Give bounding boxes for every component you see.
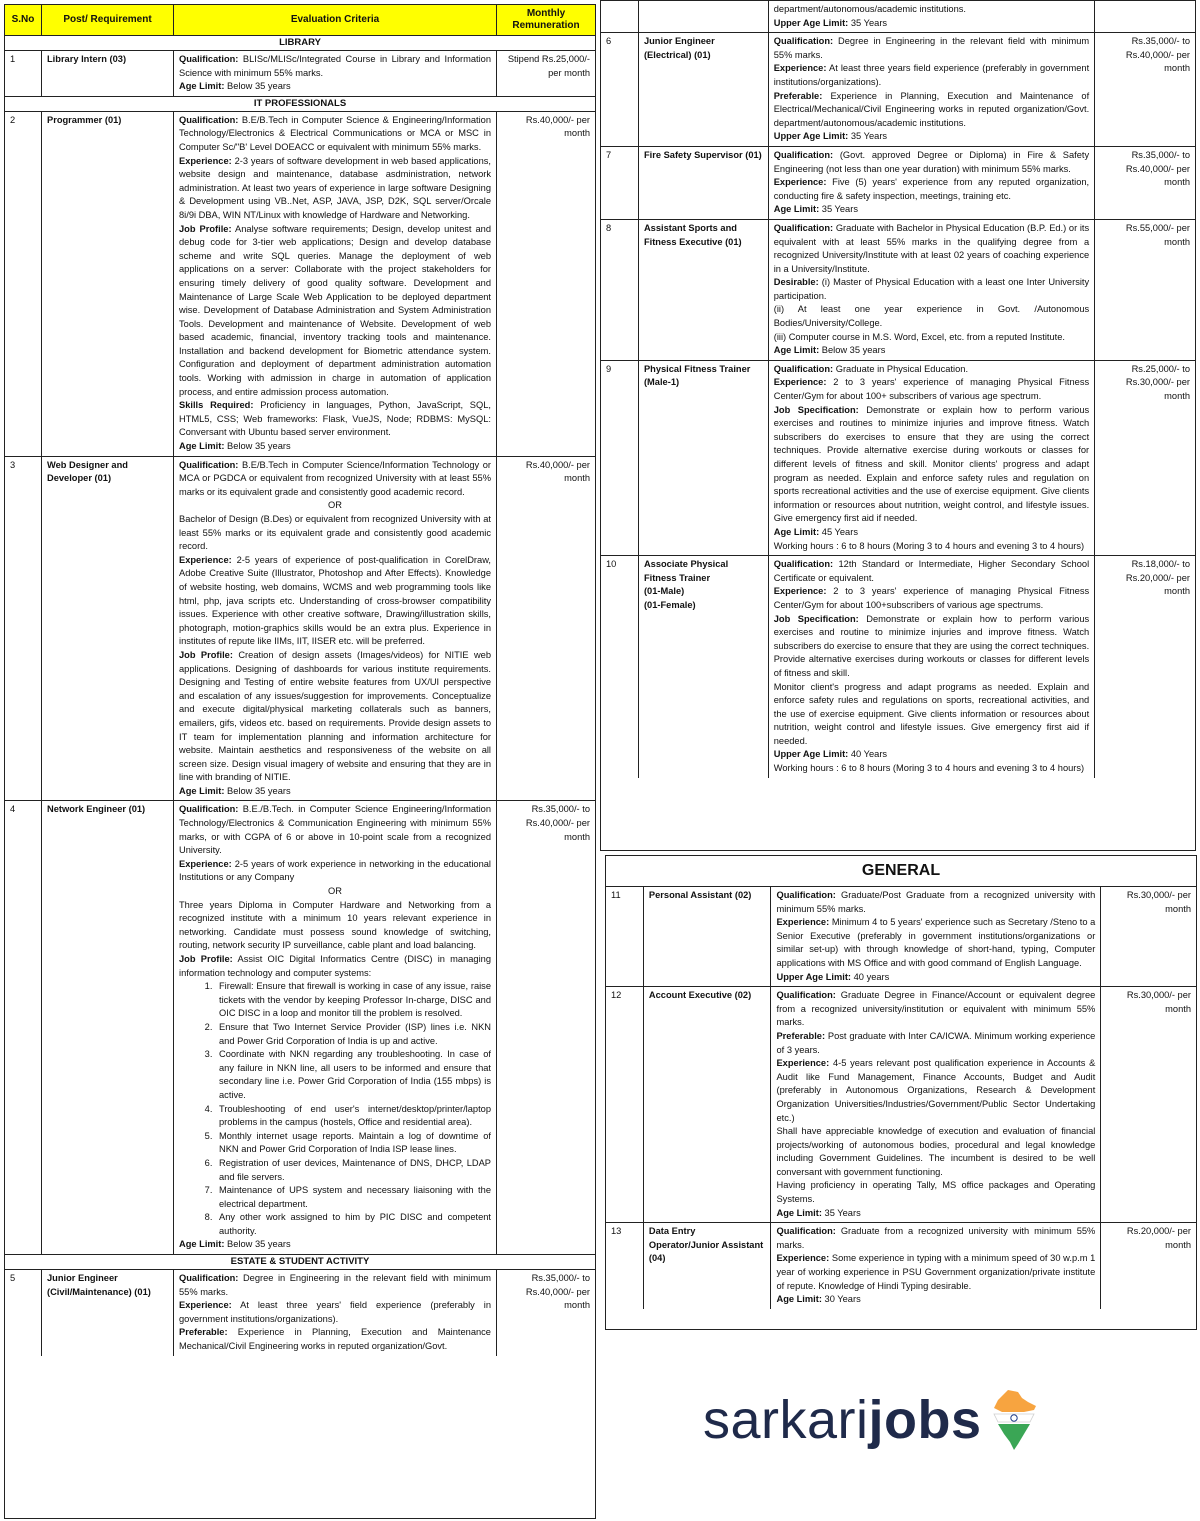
india-map-icon bbox=[988, 1388, 1040, 1452]
row-criteria: department/autonomous/academic institutions. Upper Age Limit: 35 Years bbox=[769, 1, 1095, 32]
row-post: Junior Engineer (Civil/Maintenance) (01) bbox=[42, 1270, 174, 1356]
table-row bbox=[5, 51, 595, 97]
row-pay: Rs.25,000/- to Rs.30,000/- per month bbox=[1125, 363, 1190, 402]
table-row-continued bbox=[601, 1, 1195, 33]
row-sno: 13 bbox=[606, 1223, 644, 1309]
row-pay: Rs.30,000/- per month bbox=[1126, 990, 1191, 1014]
table-row bbox=[5, 457, 595, 802]
row-post: Web Designer and Developer (01) bbox=[42, 457, 174, 801]
row-pay: Rs.35,000/- to Rs.40,000/- per month bbox=[525, 1273, 590, 1311]
row-post: Library Intern (03) bbox=[42, 51, 174, 96]
sarkarijobs-logo bbox=[703, 1385, 1103, 1455]
row-sno: 5 bbox=[5, 1270, 42, 1356]
row-pay: Rs.55,000/- per month bbox=[1125, 222, 1190, 247]
row-sno: 3 bbox=[5, 457, 42, 801]
row-sno: 10 bbox=[601, 556, 639, 778]
table-row bbox=[5, 801, 595, 1255]
row-pay: Rs.35,000/- to Rs.40,000/- per month bbox=[1125, 36, 1190, 74]
row-criteria: Qualification: B.E/B.Tech in Computer Science & Engineering/Information Technology/Electronics & Electrical Communications or MCA or MSC in Computer Sc/"B' Level DOEACC or equivalent with minimum 55% marks. Experience: 2-3 years of software development in web based applications, website design and maintenance, database asdministration, network administration. At least two years of experience in large software Designing & Development using VB..Net, ASP, JAVA, JSP, D2K, SQL server/Orcale 8i/9i DBA, WIN NT/Linux with knowledge of Hardware and Networking. Job Profile: Analyse software requirements; Design, develop unitest and debug code for 3-tier web applications; Design and develop database scheme and write SQL queries. Manage the deployment of web applications on a server: Collaborate with the project stakeholders for ensuring timely delivery of good quality software. Development and Maintenance of Large Scale Web Application to be deployed department wise. Development of Database Administration and System Administration Tools. Development and maintenance of Website. Development of web based academic, financial, inventory tracking tools and maintenance. Installation and backend development for Biometric attendance system. Configuration and deployment of department administration automation tools. Working with admission in charge in automation of application process, and entire admission process automation. Skills Required: Proficiency in languages, Python, JavaScript, SQL, HTML5, CSS; Web frameworks: Flask, VueJS, Node; RDBMS: MySQL: Conversant with Ubuntu based server environment. Age Limit: Below 35 years bbox=[174, 112, 497, 456]
row-sno: 1 bbox=[5, 51, 42, 96]
header-criteria: Evaluation Criteria bbox=[174, 5, 497, 35]
row-post: Fire Safety Supervisor (01) bbox=[639, 147, 769, 219]
row-sno: 9 bbox=[601, 361, 639, 555]
section-it: IT PROFESSIONALS bbox=[5, 97, 595, 112]
general-table bbox=[605, 855, 1197, 1330]
table-row bbox=[5, 112, 595, 457]
row-criteria: Qualification: Graduate Degree in Finance/Account or equivalent degree from a recognized university/institution or equivalent with minimum 55% marks. Preferable: Post graduate with Inter CA/ICWA. Minimum working experience of 3 years. Experience: 4-5 years relevant post qualification experience in Accounts & Audit like Fund Management, Finance Accounts, Budget and Audit (preferably in Autonomous Organizations, Research & Development Organization Universities/Industries/Government/Public Sector Undertaking etc.) Shall have appreciable knowledge of execution and evaluation of financial projects/working of autonomous bodies, procedural and legal knowledge including Government Guidelines. The incumbent is desired to be well conversant with government functioning. Having proficiency in operating Tally, MS office packages and Operating Systems. Age Limit: 35 Years bbox=[771, 987, 1101, 1222]
table-header bbox=[5, 5, 595, 36]
row-sno: 6 bbox=[601, 33, 639, 146]
row-post: Assistant Sports and Fitness Executive (01) bbox=[639, 220, 769, 360]
row-pay: Rs.35,000/- to Rs.40,000/- per month bbox=[525, 804, 590, 842]
row-pay: Rs.35,000/- to Rs.40,000/- per month bbox=[1125, 149, 1190, 188]
row-sno: 7 bbox=[601, 147, 639, 219]
section-general: GENERAL bbox=[606, 856, 1196, 887]
row-pay: Rs.30,000/- per month bbox=[1126, 890, 1191, 914]
header-sno: S.No bbox=[5, 5, 42, 35]
row-sno: 11 bbox=[606, 887, 644, 986]
row-criteria: Qualification: BLISc/MLISc/Integrated Course in Library and Information Science with minimum 55% marks. Age Limit: Below 35 years bbox=[174, 51, 497, 96]
row-sno: 4 bbox=[5, 801, 42, 1254]
table-row bbox=[606, 1223, 1196, 1309]
right-table bbox=[600, 0, 1196, 851]
table-row bbox=[606, 987, 1196, 1223]
table-row bbox=[5, 1270, 595, 1356]
row-post: Physical Fitness Trainer (Male-1) bbox=[639, 361, 769, 555]
row-sno: 2 bbox=[5, 112, 42, 456]
brand-wordmark: sarkarijobs bbox=[703, 1390, 982, 1450]
row-post: Account Executive (02) bbox=[644, 987, 772, 1222]
left-table bbox=[4, 4, 596, 1519]
row-criteria: Qualification: 12th Standard or Intermediate, Higher Secondary School Certificate or equivalent. Experience: 2 to 3 years' experience of managing Physical Fitness Center/Gym for about 100+subscribers of various age spectrums. Job Specification: Demonstrate or explain how to perform various exercises and routine to minimize injuries and improve fitness. Watch subscribers do exercise to ensure that they are using the correct techniques. Provide alternative exercises during workouts or classes for different levels of fitness and skill. Monitor client's progress and adapt programs as needed. Explain and enforce safety rules and regulations on sports, recreational activities, and the use of exercise equipment. Give clients information or resources about nutrition, weight control and lifestyle issues. Give emergency first aid if needed. Upper Age Limit: 40 Years Working hours : 6 to 8 hours (Moring 3 to 4 hours and evening 3 to 4 hours) bbox=[769, 556, 1095, 778]
row-post: Network Engineer (01) bbox=[42, 801, 174, 1254]
row-post: Personal Assistant (02) bbox=[644, 887, 772, 986]
row-pay: Rs.40,000/- per month bbox=[525, 114, 590, 139]
row-post: Junior Engineer (Electrical) (01) bbox=[639, 33, 769, 146]
row-pay: Rs.18,000/- to Rs.20,000/- per month bbox=[1125, 559, 1190, 597]
row-criteria: Qualification: Graduate in Physical Education. Experience: 2 to 3 years' experience of managing Physical Fitness Center/Gym for about 100+ subscribers of various age spectrum. Job Specification: Demonstrate or explain how to perform various exercises and routines to minimize injuries and improve fitness. Watch subscribers do exercises to ensure that they are using the correct techniques. Provide alternative exercise during workouts or classes for different levels of fitness and skill. Monitor clients' progress and adapt program as needed. Explain and enforce safety rules and regulation on sports recreational activities and the use of exercise equipment. Give clients information or resources about nutrition, weight control, and lifestyle issues. Give emergency first aid if needed. Age Limit: 45 Years Working hours : 6 to 8 hours (Moring 3 to 4 hours and evening 3 to 4 hours) bbox=[769, 361, 1095, 555]
row-criteria: Qualification: (Govt. approved Degree or Diploma) in Fire & Safety Engineering (not less than one year duration) with minimum 55% marks. Experience: Five (5) years' experience from any reputed organization, conducting fire & safety inspection, meetings, training etc. Age Limit: 35 Years bbox=[769, 147, 1095, 219]
table-row bbox=[601, 361, 1195, 556]
row-criteria: Qualification: Graduate with Bachelor in Physical Education (B.P. Ed.) or its equivalent with at least 55% marks in the qualifying degree from a recognized University/Institute with at least 02 years of coaching experience in a University/Institute. Desirable: (i) Master of Physical Education with a least one Inter University participation. (ii) At least one year experience in Govt. /Autonomous Bodies/University/College. (iii) Computer course in M.S. Word, Excel, etc. from a reputed Institute. Age Limit: Below 35 years bbox=[769, 220, 1095, 360]
row-post: Associate Physical Fitness Trainer (01-Male) (01-Female) bbox=[639, 556, 769, 778]
row-post: Data Entry Operator/Junior Assistant (04) bbox=[644, 1223, 772, 1309]
row-pay: Stipend Rs.25,000/- per month bbox=[507, 54, 590, 78]
row-sno: 8 bbox=[601, 220, 639, 360]
header-post: Post/ Requirement bbox=[42, 5, 174, 35]
row-post: Programmer (01) bbox=[42, 112, 174, 456]
row-criteria: Qualification: Graduate from a recognized university with minimum 55% marks. Experience: Some experience in typing with a minimum speed of 30 w.p.m 1 year of working experience in PSU Government organization/private institute of repute. Knowledge of Hindi Typing desirable. Age Limit: 30 Years bbox=[771, 1223, 1101, 1309]
row-pay: Rs.40,000/- per month bbox=[525, 459, 590, 484]
table-row bbox=[601, 556, 1195, 778]
header-pay: Monthly Remuneration bbox=[497, 5, 595, 35]
row-criteria: Qualification: B.E/B.Tech in Computer Science/Information Technology or MCA or PGDCA or equivalent from recognized University with at least 55% marks or its equivalent grade and consistently good academic record. OR Bachelor of Design (B.Des) or equivalent from recognized University with at least 55% marks or its equivalent grade and consistently good academic record. Experience: 2-5 years of experience of post-qualification in CorelDraw, Adobe Creative Suite (Illustrator, Photoshop and After Effects). Knowledge of website hosting, web domains, WCMS and web programming tools like html, php, java scripts etc. Understanding of cross-browser compatibility issues. Experience with other creative software, Drawing/illustration skills, photograph, motion-graphics skills would be an extra plus. Experience in institutes of repute like IIMs, IIT, IISER etc. will be preferred. Job Profile: Creation of design assets (Images/videos) for NITIE web applications. Designing of dashboards for various institute requirements. Designing and Testing of entire website features from UX/UI perspective and escalation of any issues/suggestion for improvements. Conceptualize and execute digital/physical marketing collaterals such as banners, emailers, gifs, videos etc. based on requirements. Provide design assets to IT team for implementation planning and information architecture for website. Maintain aesthetics and responsiveness of the website on all screen size. Design visual imagery of website and ensuring that they are in line with branding of NITIE. Age Limit: Below 35 years bbox=[174, 457, 497, 801]
row-sno: 12 bbox=[606, 987, 644, 1222]
row-criteria: Qualification: Degree in Engineering in the relevant field with minimum 55% marks. Experience: At least three years' field experience (preferably in government institutions/organizations). Preferable: Experience in Planning, Execution and Maintenance Mechanical/Civil Engineering works in reputed organization/Govt. bbox=[174, 1270, 497, 1356]
row-criteria: Qualification: B.E./B.Tech. in Computer Science Engineering/Information Technology/Electronics & Communication Engineering with minimum 55% marks, or with CGPA of 6 or above in 10-point scale from a recognized University. Experience: 2-5 years of work experience in networking in the educational Institutions or any Company OR Three years Diploma in Computer Hardware and Networking from a recognized institute with a minimum 10 years relevant experience in networking. Candidate must possess sound knowledge of switching, routing, network security IP surveillance, cable plant and load balancing. Job Profile: Assist OIC Digital Informatics Centre (DISC) in managing information technology and computer systems: 1. Firewall: Ensure that firewall is working in case of any issue, raise tickets with the vendor by keeping Professor In-charge, DISC and OIC DISC in a loop and monitor till the problem is resolved. 2. Ensure that Two Internet Service Provider (ISP) lines i.e. NKN and Power Grid Corporation of India is up and active. 3. Coordinate with NKN regarding any troubleshooting. In case of any failure in NKN line, all users to be informed and ensure that secondary line i.e. Power Grid Corporation of India (155 mbps) is active. 4. Troubleshooting of end user's internet/desktop/printer/laptop problems in the campus (hostels, Office and residential area). 5. Monthly internet usage reports. Maintain a log of downtime of NKN and Power Grid Corporation of India ISP lease lines. 6. Registration of user devices, Maintenance of DNS, DHCP, LDAP and file servers. 7. Maintenance of UPS system and necessary liaisoning with the electrical department. 8. Any other work assigned to him by PIC DISC and competent authority. Age Limit: Below 35 years bbox=[174, 801, 497, 1254]
duty-list: 1. Firewall: Ensure that firewall is working in case of any issue, raise tickets with the vendor by keeping Professor In-charge, DISC and OIC DISC in a loop and monitor till the problem is resolved. 2. Ensure that Two Internet Service Provider (ISP) lines i.e. NKN and Power Grid Corporation of India is up and active. 3. Coordinate with NKN regarding any troubleshooting. In case of any failure in NKN line, all users to be informed and ensure that secondary line i.e. Power Grid Corporation of India (155 mbps) is active. 4. Troubleshooting of end user's internet/desktop/printer/laptop problems in the campus (hostels, Office and residential area). 5. Monthly internet usage reports. Maintain a log of downtime of NKN and Power Grid Corporation of India ISP lease lines. 6. Registration of user devices, Maintenance of DNS, DHCP, LDAP and file servers. 7. Maintenance of UPS system and necessary liaisoning with the electrical department. 8. Any other work assigned to him by PIC DISC and competent authority. bbox=[179, 980, 491, 1238]
table-row bbox=[606, 887, 1196, 987]
table-row bbox=[601, 220, 1195, 361]
row-pay: Rs.20,000/- per month bbox=[1126, 1226, 1191, 1250]
table-row bbox=[601, 33, 1195, 147]
row-criteria: Qualification: Degree in Engineering in the relevant field with minimum 55% marks. Experience: At least three years field experience (preferably in government institutions/organizations). Preferable: Experience in Planning, Execution and Maintenance of Electrical/Mechanical/Civil Engineering works in reputed organization/Govt. department/autonomous/academic institutions. Upper Age Limit: 35 Years bbox=[769, 33, 1095, 146]
row-criteria: Qualification: Graduate/Post Graduate from a recognized university with minimum 55% marks. Experience: Minimum 4 to 5 years' experience such as Secretary /Steno to a Senior Executive (preferably in government institutions/organizations or similar set-up) with through knowledge of short-hand, typing, Computer applications with MS Office and with good command of English Language. Upper Age Limit: 40 years bbox=[771, 887, 1101, 986]
table-row bbox=[601, 147, 1195, 220]
section-library: LIBRARY bbox=[5, 36, 595, 51]
section-estate: ESTATE & STUDENT ACTIVITY bbox=[5, 1255, 595, 1270]
